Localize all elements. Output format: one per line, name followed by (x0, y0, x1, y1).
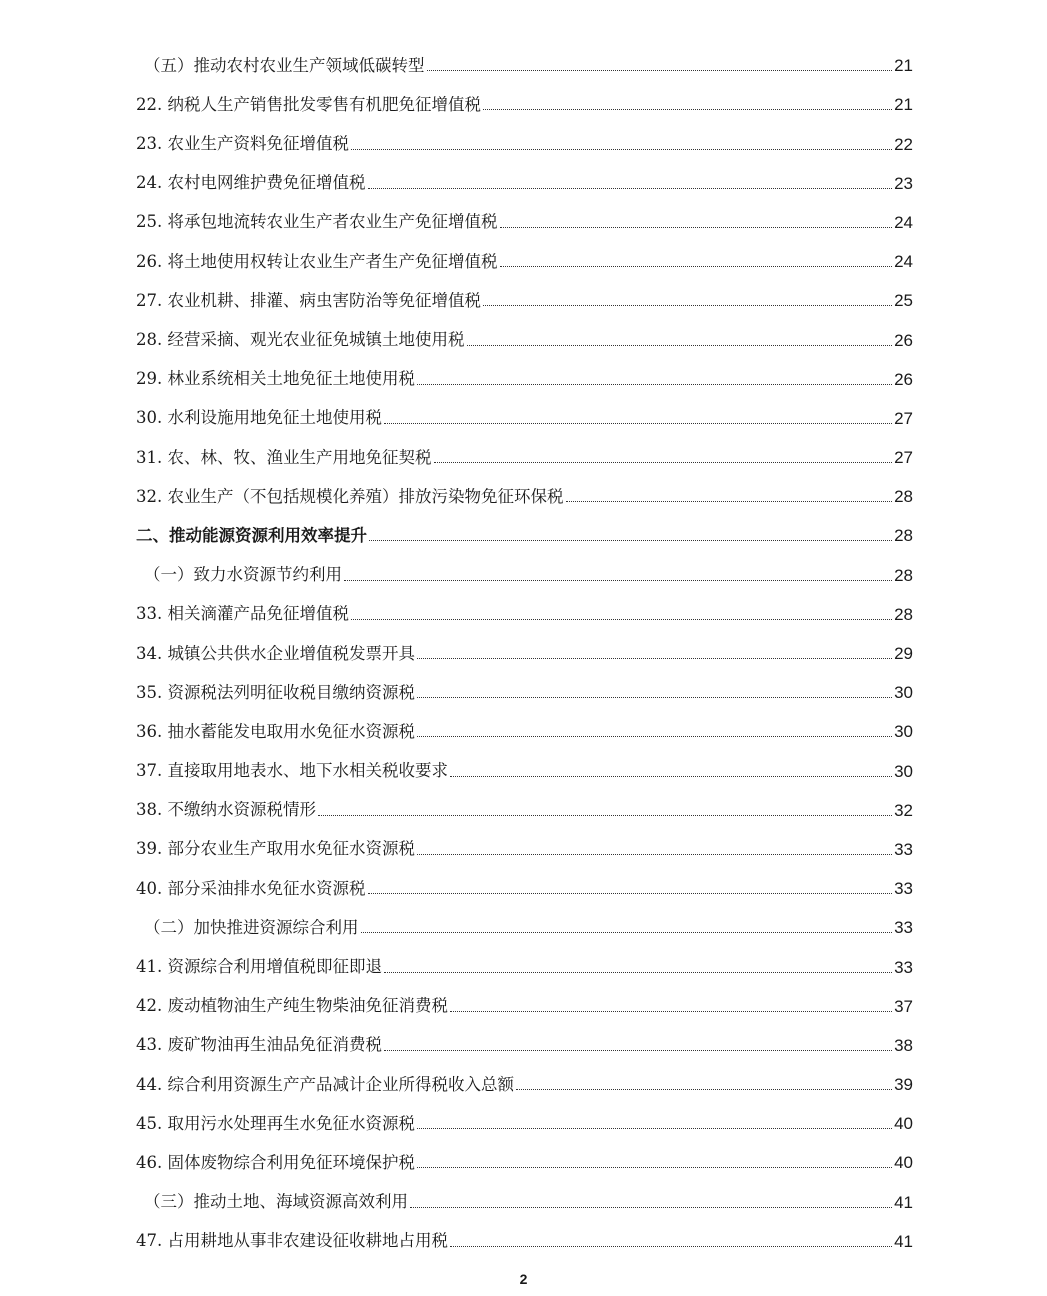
dot-leader (368, 893, 893, 894)
toc-entry-page: 41 (894, 1231, 913, 1251)
toc-entry[interactable] (136, 1171, 913, 1210)
dot-leader (417, 1128, 892, 1129)
toc-entry[interactable] (136, 309, 913, 348)
dot-leader (450, 1011, 892, 1012)
toc-entry-title: 26. 将土地使用权转让农业生产者生产免征增值税 (136, 251, 498, 271)
toc-entry[interactable] (136, 231, 913, 270)
toc-entry-page: 39 (894, 1075, 913, 1095)
dot-leader (467, 345, 893, 346)
toc-entry-page: 26 (894, 330, 913, 350)
toc-entry-title: 36. 抽水蓄能发电取用水免征水资源税 (136, 721, 415, 741)
dot-leader (351, 619, 892, 620)
toc-entry-title: 32. 农业生产（不包括规模化养殖）排放污染物免征环保税 (136, 486, 564, 506)
toc-entry-title: 22. 纳税人生产销售批发零售有机肥免征增值税 (136, 94, 481, 114)
toc-entry[interactable] (136, 1211, 913, 1250)
toc-entry-title: 45. 取用污水处理再生水免征水资源税 (136, 1113, 415, 1133)
toc-entry-page: 33 (894, 918, 913, 938)
toc-entry-title: 28. 经营采摘、观光农业征免城镇土地使用税 (136, 330, 465, 349)
toc-entry[interactable] (136, 427, 913, 466)
toc-entry-title: 40. 部分采油排水免征水资源税 (136, 878, 366, 898)
toc-entry[interactable] (136, 1015, 913, 1054)
dot-leader (450, 1246, 892, 1247)
toc-entry-title: 29. 林业系统相关土地免征土地使用税 (136, 369, 415, 389)
toc-entry[interactable] (136, 584, 913, 623)
toc-entry-title: 24. 农村电网维护费免征增值税 (136, 173, 366, 193)
toc-entry[interactable] (136, 1054, 913, 1093)
toc-entry-page: 37 (894, 996, 913, 1016)
toc-entry-page: 28 (894, 526, 913, 546)
toc-entry-page: 27 (894, 448, 913, 468)
toc-entry[interactable] (136, 858, 913, 897)
dot-leader (417, 1167, 892, 1168)
toc-entry[interactable] (136, 623, 913, 662)
dot-leader (417, 736, 892, 737)
dot-leader (427, 70, 893, 71)
toc-entry-page: 26 (894, 369, 913, 389)
toc-entry[interactable] (136, 740, 913, 779)
toc-entry-title: 46. 固体废物综合利用免征环境保护税 (136, 1152, 415, 1172)
toc-entry[interactable] (136, 505, 913, 544)
toc-entry-page: 33 (894, 839, 913, 859)
toc-entry-page: 33 (894, 879, 913, 899)
dot-leader (351, 149, 892, 150)
dot-leader (384, 972, 892, 973)
dot-leader (361, 932, 893, 933)
toc-entry-page: 32 (894, 800, 913, 820)
dot-leader (450, 776, 892, 777)
toc-entry-page: 30 (894, 761, 913, 781)
dot-leader (516, 1089, 892, 1090)
toc-entry-title: 43. 废矿物油再生油品免征消费税 (136, 1035, 382, 1055)
dot-leader (500, 227, 893, 228)
toc-entry-page: 28 (894, 604, 913, 624)
toc-entry[interactable] (136, 1132, 913, 1171)
toc-entry[interactable] (136, 976, 913, 1015)
toc-entry-page: 38 (894, 1035, 913, 1055)
toc-entry-page: 21 (894, 95, 913, 115)
toc-entry-title: 35. 资源税法列明征收税目缴纳资源税 (136, 682, 415, 702)
toc-entry-page: 30 (894, 722, 913, 742)
toc-entry[interactable] (136, 662, 913, 701)
dot-leader (417, 384, 892, 385)
toc-entry[interactable] (136, 113, 913, 152)
dot-leader (417, 658, 892, 659)
toc-entry-title: 31. 农、林、牧、渔业生产用地免征契税 (136, 447, 432, 467)
dot-leader (318, 815, 892, 816)
toc-entry-title: （二）加快推进资源综合利用 (144, 917, 359, 937)
toc-entry[interactable] (136, 897, 913, 936)
toc-entry-page: 40 (894, 1114, 913, 1134)
toc-entry-page: 40 (894, 1153, 913, 1173)
toc-entry[interactable] (136, 349, 913, 388)
toc-entry-page: 29 (894, 644, 913, 663)
dot-leader (417, 854, 892, 855)
dot-leader (483, 305, 892, 306)
toc-entry-page: 28 (894, 487, 913, 507)
toc-entry-title: 38. 不缴纳水资源税情形 (136, 800, 316, 820)
toc-entry-title: 34. 城镇公共供水企业增值税发票开具 (136, 643, 415, 663)
toc-entry-title: 39. 部分农业生产取用水免征水资源税 (136, 839, 415, 859)
toc-entry-title: 47. 占用耕地从事非农建设征收耕地占用税 (136, 1231, 448, 1251)
toc-entry[interactable] (136, 819, 913, 858)
table-of-contents (136, 35, 913, 1250)
toc-entry-page: 23 (894, 173, 913, 193)
toc-entry[interactable] (136, 74, 913, 113)
dot-leader (369, 540, 892, 541)
toc-entry[interactable] (136, 153, 913, 192)
toc-entry-page: 41 (894, 1192, 913, 1212)
dot-leader (410, 1207, 892, 1208)
toc-entry[interactable] (136, 701, 913, 740)
toc-entry[interactable] (136, 35, 913, 74)
toc-entry-title: （三）推动土地、海域资源高效利用 (144, 1192, 408, 1212)
dot-leader (384, 423, 892, 424)
dot-leader (384, 1050, 892, 1051)
toc-entry[interactable] (136, 270, 913, 309)
toc-entry-title: （一）致力水资源节约利用 (144, 565, 342, 585)
toc-entry[interactable] (136, 1093, 913, 1132)
toc-entry[interactable] (136, 544, 913, 583)
toc-entry-title: （五）推动农村农业生产领域低碳转型 (144, 55, 425, 75)
toc-entry-title: 44. 综合利用资源生产产品减计企业所得税收入总额 (136, 1074, 514, 1094)
toc-entry-title: 二、推动能源资源利用效率提升 (136, 525, 367, 545)
toc-entry-title: 42. 废动植物油生产纯生物柴油免征消费税 (136, 996, 448, 1016)
toc-entry[interactable] (136, 388, 913, 427)
toc-entry-title: 23. 农业生产资料免征增值税 (136, 134, 349, 154)
toc-entry-page: 22 (894, 134, 913, 154)
toc-entry-title: 25. 将承包地流转农业生产者农业生产免征增值税 (136, 212, 498, 232)
toc-entry[interactable] (136, 780, 913, 819)
dot-leader (500, 266, 893, 267)
dot-leader (483, 109, 892, 110)
toc-entry-page: 24 (894, 212, 913, 232)
dot-leader (434, 462, 893, 463)
toc-entry-title: 41. 资源综合利用增值税即征即退 (136, 957, 382, 976)
toc-entry-title: 33. 相关滴灌产品免征增值税 (136, 604, 349, 624)
toc-entry-page: 28 (894, 565, 913, 585)
toc-entry-page: 27 (894, 408, 913, 428)
toc-entry[interactable] (136, 936, 913, 975)
dot-leader (566, 501, 893, 502)
toc-entry-page: 24 (894, 252, 913, 272)
toc-entry-page: 33 (894, 957, 913, 977)
dot-leader (344, 580, 892, 581)
toc-entry-page: 25 (894, 291, 913, 311)
page-number: 2 (519, 1271, 528, 1287)
toc-entry-page: 21 (894, 56, 913, 76)
toc-entry-title: 37. 直接取用地表水、地下水相关税收要求 (136, 761, 448, 781)
dot-leader (368, 188, 893, 189)
toc-entry-page: 30 (894, 683, 913, 703)
toc-entry-title: 27. 农业机耕、排灌、病虫害防治等免征增值税 (136, 290, 481, 310)
dot-leader (417, 697, 892, 698)
toc-entry[interactable] (136, 192, 913, 231)
toc-entry[interactable] (136, 466, 913, 505)
toc-entry-title: 30. 水利设施用地免征土地使用税 (136, 408, 382, 428)
